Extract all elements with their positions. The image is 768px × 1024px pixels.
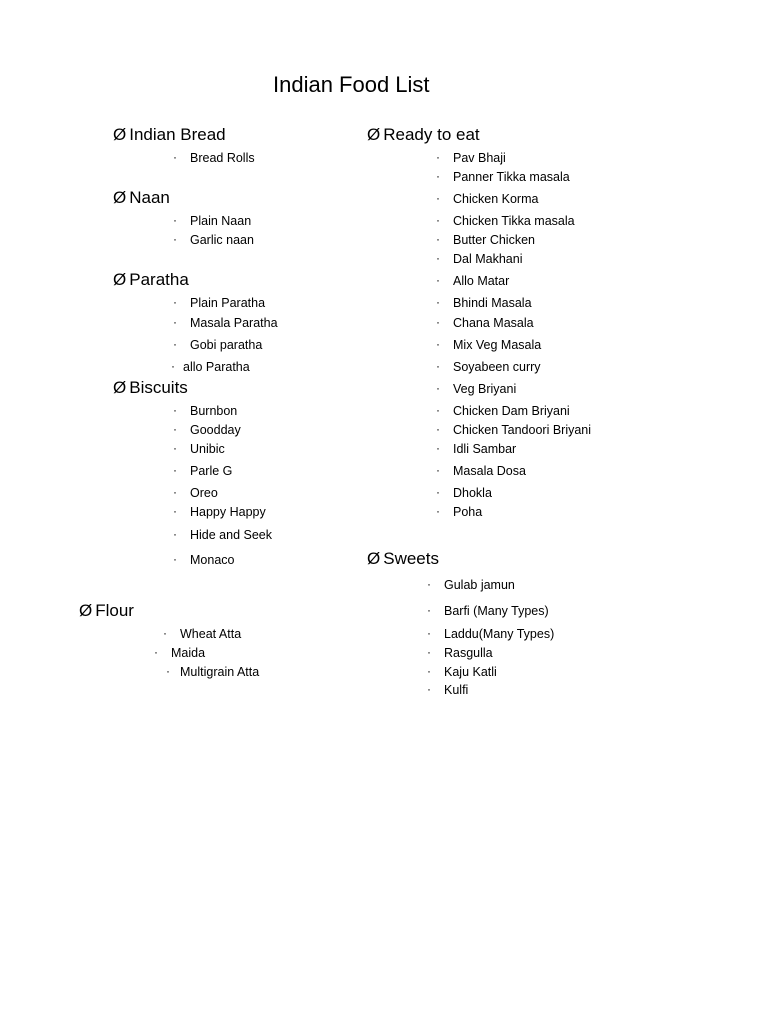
list-item-label: Burnbon bbox=[190, 404, 238, 418]
list-item bbox=[173, 441, 225, 457]
list-item bbox=[427, 682, 469, 698]
bullet-dot: · bbox=[427, 645, 431, 659]
list-item bbox=[427, 577, 515, 593]
heading-flour bbox=[79, 601, 134, 621]
heading-ready-to-eat bbox=[367, 125, 480, 145]
list-item bbox=[436, 273, 510, 289]
heading-sweets bbox=[367, 549, 439, 569]
list-item-label: Garlic naan bbox=[190, 233, 254, 247]
list-item bbox=[436, 232, 535, 248]
list-item bbox=[427, 645, 493, 661]
bullet-dot: · bbox=[173, 504, 177, 518]
list-item-label: Butter Chicken bbox=[453, 233, 535, 247]
list-item bbox=[427, 626, 555, 642]
list-item-label: Bhindi Masala bbox=[453, 296, 532, 310]
list-item-label: Kaju Katli bbox=[444, 665, 497, 679]
heading-naan bbox=[113, 188, 170, 208]
list-item-label: Oreo bbox=[190, 486, 218, 500]
bullet-dot: · bbox=[173, 485, 177, 499]
bullet-dot: · bbox=[173, 441, 177, 455]
bullet-dot: · bbox=[427, 626, 431, 640]
bullet-dot: · bbox=[436, 403, 440, 417]
heading-biscuits bbox=[113, 378, 188, 398]
bullet-dot: · bbox=[436, 359, 440, 373]
heading-label: Indian Bread bbox=[129, 125, 226, 144]
bullet-dot: · bbox=[436, 191, 440, 205]
list-item-label: Laddu(Many Types) bbox=[444, 627, 555, 641]
bullet-dot: · bbox=[173, 337, 177, 351]
list-item-label: Poha bbox=[453, 505, 483, 519]
bullet-symbol: Ø bbox=[367, 125, 381, 144]
bullet-dot: · bbox=[173, 463, 177, 477]
heading-label: Sweets bbox=[383, 549, 439, 568]
list-item-label: Goodday bbox=[190, 423, 241, 437]
bullet-dot: · bbox=[436, 295, 440, 309]
list-item-label: Allo Matar bbox=[453, 274, 510, 288]
list-item bbox=[436, 150, 506, 166]
list-item-label: Mix Veg Masala bbox=[453, 338, 542, 352]
bullet-symbol: Ø bbox=[79, 601, 93, 620]
bullet-dot: · bbox=[173, 527, 177, 541]
bullet-dot: · bbox=[436, 251, 440, 265]
list-item-label: Unibic bbox=[190, 442, 225, 456]
bullet-dot: · bbox=[173, 232, 177, 246]
list-item bbox=[436, 251, 523, 267]
bullet-dot: · bbox=[436, 504, 440, 518]
list-item-label: Plain Paratha bbox=[190, 296, 266, 310]
list-item-label: Hide and Seek bbox=[190, 528, 273, 542]
list-item bbox=[173, 337, 263, 353]
bullet-dot: · bbox=[436, 441, 440, 455]
list-item bbox=[173, 463, 233, 479]
list-item bbox=[173, 422, 241, 438]
heading-label: Biscuits bbox=[129, 378, 188, 397]
list-item-label: Pav Bhaji bbox=[453, 151, 506, 165]
bullet-dot: · bbox=[427, 664, 431, 678]
bullet-dot: · bbox=[427, 682, 431, 696]
list-item-label: Monaco bbox=[190, 553, 235, 567]
list-item-label: Gobi paratha bbox=[190, 338, 263, 352]
list-item bbox=[436, 213, 575, 229]
list-item-label: Veg Briyani bbox=[453, 382, 517, 396]
bullet-dot: · bbox=[171, 359, 175, 373]
list-item bbox=[436, 504, 483, 520]
list-item bbox=[436, 463, 526, 479]
heading-paratha bbox=[113, 270, 189, 290]
list-item bbox=[436, 422, 592, 438]
list-item-label: Soyabeen curry bbox=[453, 360, 541, 374]
bullet-dot: · bbox=[173, 552, 177, 566]
list-item bbox=[436, 295, 532, 311]
page-title: Indian Food List bbox=[273, 72, 430, 97]
bullet-dot: · bbox=[436, 463, 440, 477]
list-item-label: Dhokla bbox=[453, 486, 492, 500]
list-item-label: Barfi (Many Types) bbox=[444, 604, 549, 618]
bullet-dot: · bbox=[436, 422, 440, 436]
heading-label: Naan bbox=[129, 188, 170, 207]
list-item bbox=[436, 381, 517, 397]
bullet-dot: · bbox=[436, 381, 440, 395]
bullet-dot: · bbox=[427, 603, 431, 617]
bullet-symbol: Ø bbox=[113, 125, 127, 144]
list-item bbox=[171, 359, 250, 375]
list-item-label: Chicken Tandoori Briyani bbox=[453, 423, 592, 437]
heading-label: Ready to eat bbox=[383, 125, 480, 144]
list-item bbox=[173, 315, 278, 331]
list-item bbox=[173, 150, 255, 166]
bullet-dot: · bbox=[436, 150, 440, 164]
bullet-dot: · bbox=[436, 485, 440, 499]
list-item-label: Idli Sambar bbox=[453, 442, 517, 456]
list-item-label: Masala Paratha bbox=[190, 316, 278, 330]
list-item bbox=[436, 169, 570, 185]
bullet-dot: · bbox=[166, 664, 170, 678]
bullet-dot: · bbox=[436, 169, 440, 183]
list-item bbox=[173, 552, 235, 568]
bullet-dot: · bbox=[163, 626, 167, 640]
list-item bbox=[154, 645, 206, 661]
list-item bbox=[427, 664, 497, 680]
list-item-label: Panner Tikka masala bbox=[453, 170, 570, 184]
heading-label: Flour bbox=[95, 601, 134, 620]
list-item-label: Gulab jamun bbox=[444, 578, 515, 592]
list-item bbox=[427, 603, 549, 619]
list-item bbox=[173, 504, 266, 520]
bullet-symbol: Ø bbox=[113, 188, 127, 207]
bullet-symbol: Ø bbox=[367, 549, 381, 568]
bullet-symbol: Ø bbox=[113, 270, 127, 289]
bullet-dot: · bbox=[173, 422, 177, 436]
list-item-label: Plain Naan bbox=[190, 214, 252, 228]
list-item bbox=[436, 191, 539, 207]
list-item bbox=[173, 403, 238, 419]
list-item bbox=[436, 485, 492, 501]
list-item bbox=[173, 213, 252, 229]
list-item-label: Dal Makhani bbox=[453, 252, 523, 266]
list-item bbox=[173, 485, 218, 501]
list-item bbox=[436, 337, 542, 353]
list-item-label: Chicken Dam Briyani bbox=[453, 404, 570, 418]
bullet-dot: · bbox=[173, 315, 177, 329]
bullet-dot: · bbox=[173, 403, 177, 417]
bullet-dot: · bbox=[173, 295, 177, 309]
list-item-label: Happy Happy bbox=[190, 505, 266, 519]
list-item bbox=[436, 441, 517, 457]
list-item-label: Chicken Korma bbox=[453, 192, 539, 206]
list-item-label: Rasgulla bbox=[444, 646, 493, 660]
bullet-dot: · bbox=[436, 273, 440, 287]
list-item-label: allo Paratha bbox=[183, 360, 250, 374]
bullet-dot: · bbox=[173, 150, 177, 164]
list-item bbox=[173, 295, 266, 311]
bullet-dot: · bbox=[436, 337, 440, 351]
bullet-dot: · bbox=[436, 315, 440, 329]
list-item-label: Wheat Atta bbox=[180, 627, 242, 641]
bullet-dot: · bbox=[436, 232, 440, 246]
list-item-label: Parle G bbox=[190, 464, 233, 478]
list-item bbox=[163, 626, 242, 642]
list-item-label: Chana Masala bbox=[453, 316, 534, 330]
list-item-label: Masala Dosa bbox=[453, 464, 526, 478]
list-item bbox=[436, 359, 541, 375]
list-item-label: Kulfi bbox=[444, 683, 469, 697]
heading-indian-bread bbox=[113, 125, 226, 145]
list-item-label: Bread Rolls bbox=[190, 151, 255, 165]
bullet-symbol: Ø bbox=[113, 378, 127, 397]
bullet-dot: · bbox=[427, 577, 431, 591]
list-item bbox=[436, 315, 534, 331]
list-item-label: Chicken Tikka masala bbox=[453, 214, 575, 228]
bullet-dot: · bbox=[154, 645, 158, 659]
bullet-dot: · bbox=[436, 213, 440, 227]
list-item bbox=[173, 527, 273, 543]
list-item-label: Multigrain Atta bbox=[180, 665, 260, 679]
list-item bbox=[173, 232, 254, 248]
list-item-label: Maida bbox=[171, 646, 206, 660]
heading-label: Paratha bbox=[129, 270, 189, 289]
list-item bbox=[166, 664, 260, 680]
bullet-dot: · bbox=[173, 213, 177, 227]
list-item bbox=[436, 403, 570, 419]
